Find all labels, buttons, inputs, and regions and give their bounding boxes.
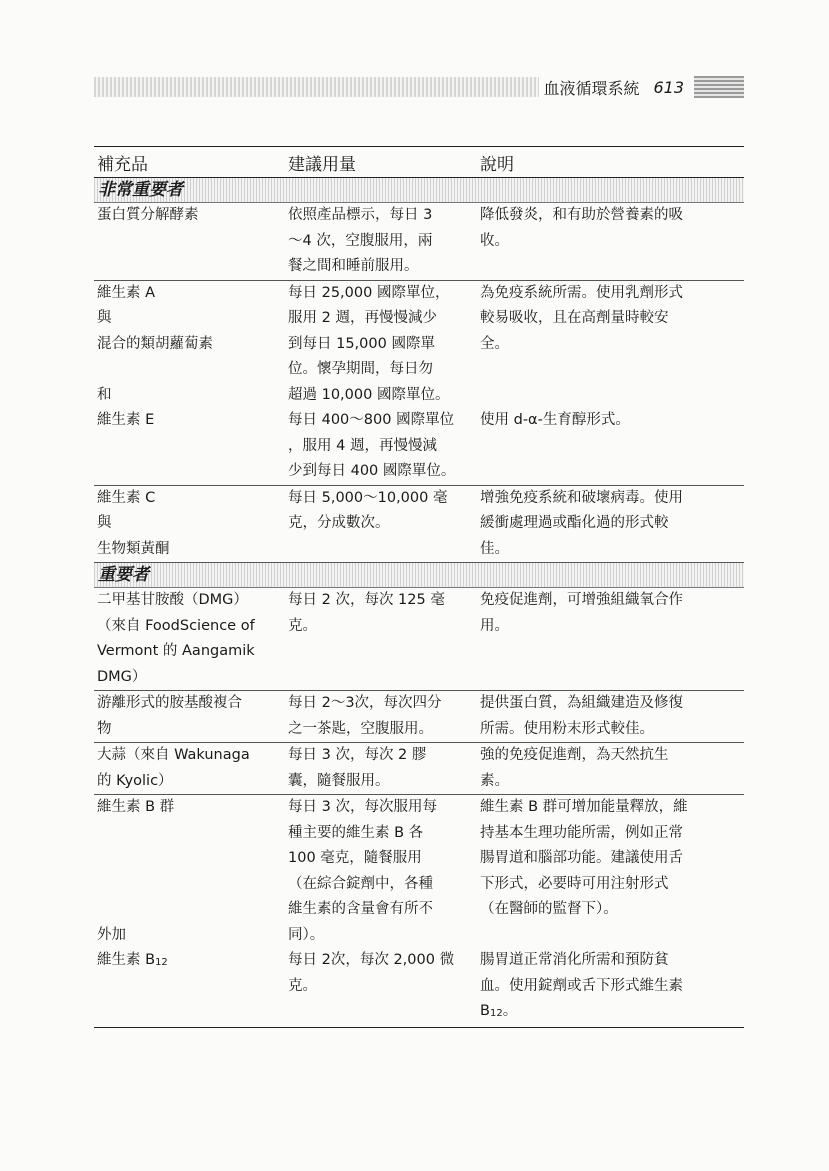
notes-cell [478,743,744,794]
table-row [94,486,744,564]
notes-cell [478,203,744,280]
table-row [94,691,744,743]
dosage-cell [286,691,478,742]
column-header-dosage: 建議用量 [288,154,356,175]
supplement-cell [94,203,286,280]
running-head-title: 血液循環系統 [543,78,640,98]
notes-line: 腸胃道正常消化所需和預防貧 [480,952,669,968]
subscript: 12 [489,1008,503,1019]
dosage-line: 克，分成數次。 [288,515,390,531]
dosage-line: ，服用 4 週，再慢慢減 [288,437,437,454]
notes-spacer [480,357,744,383]
notes-line: 提供蛋白質，為組織建造及修復 [480,695,683,711]
dosage-line: 之一茶匙，空腹服用。 [288,720,433,737]
notes-cell [478,691,744,742]
supplement-line: （來自 FoodScience of [97,617,255,634]
dosage-cell [286,588,478,690]
dosage-line: 到每日 15,000 國際單 [288,335,435,352]
dosage-line: 每日 2次，每次 2,000 微 [288,952,455,968]
dosage-line: 每日 400～800 國際單位 [288,412,455,428]
supplement-line: 的 Kyolic） [97,772,173,789]
notes-line: 持基本生理功能所需，例如正常 [480,824,683,841]
dosage-cell [286,486,478,563]
dosage-line: （在綜合錠劑中，各種 [288,875,433,892]
supplement-line: 與 [97,310,112,326]
notes-cell [478,486,744,563]
supplement-cell [94,281,286,485]
supplement-line: 維生素 B 群 [97,799,175,815]
notes-line: 強的免疫促進劑，為天然抗生 [480,747,669,763]
dosage-line: 維生素的含量會有所不 [288,901,433,917]
notes-line: 用。 [480,617,509,634]
notes-spacer [480,923,744,949]
supplement-line: 維生素 A [97,284,156,301]
dosage-line: 服用 2 週，再慢慢減少 [288,310,437,326]
notes-spacer [480,383,744,409]
supplement-line: 游離形式的胺基酸複合 [97,695,242,711]
supplement-line: 與 [97,515,112,531]
notes-cell [478,795,744,1027]
notes-line: （在醫師的監督下）。 [480,901,618,917]
supplement-cell [94,691,286,742]
dosage-cell [286,743,478,794]
dosage-line: 種主要的維生素 B 各 [288,824,424,841]
supplement-spacer [97,897,286,923]
dosage-line: 克。 [288,977,317,994]
notes-line: 血。使用錠劑或舌下形式維生素 [480,977,683,994]
dosage-line: 每日 2 次，每次 125 毫 [288,592,445,608]
table-row [94,743,744,795]
dosage-line: ～4 次，空腹服用，兩 [288,232,433,249]
dosage-line: 少到每日 400 國際單位。 [288,463,456,479]
dosage-line: 囊，隨餐服用。 [288,772,390,789]
supplement-line: DMG） [97,668,147,685]
dosage-line: 每日 25,000 國際單位， [288,284,450,301]
supplement-line: 生物類黃酮 [97,540,170,557]
notes-line: 降低發炎，和有助於營養素的吸 [480,207,683,223]
notes-line: 下形式，必要時可用注射形式 [480,875,669,892]
subscript: 12 [155,957,168,968]
notes-line: 全。 [480,335,509,352]
notes-line: 免疫促進劑，可增強組織氧合作 [480,592,683,608]
supplement-line: 和 [97,386,112,403]
supplement-cell [94,743,286,794]
supplement-line: Vermont 的 Aangamik [97,643,255,659]
dosage-line: 同）。 [288,926,325,943]
dosage-line: 每日 5,000～10,000 毫 [288,489,448,506]
table-header-row [94,147,744,178]
supplement-table [94,146,744,1028]
notes-line: $B_{12}$。 [480,1003,518,1019]
table-row [94,588,744,691]
supplement-line: 外加 [97,926,126,943]
supplement-line: 蛋白質分解酵素 [97,207,199,223]
header-block-decoration [694,76,744,98]
dosage-cell [286,281,478,485]
table-row [94,281,744,486]
table-row [94,795,744,1027]
dosage-line: 每日 3 次，每次服用每 [288,799,437,815]
dosage-line: 超過 10,000 國際單位。 [288,386,450,403]
notes-line: 使用 d-α-生育醇形式。 [480,412,630,428]
notes-cell [478,281,744,485]
dosage-line: 每日 3 次，每次 2 膠 [288,747,427,763]
notes-line: 增強免疫系統和破壞病毒。使用 [480,489,683,506]
notes-line: 所需。使用粉末形式較佳。 [480,720,654,737]
supplement-cell [94,486,286,563]
dosage-cell [286,203,478,280]
header-decoration [94,77,539,97]
section-heading: 重要者 [94,563,744,588]
supplement-spacer [97,872,286,898]
supplement-line: 大蒜（來自 Wakunaga [97,747,250,763]
dosage-line: 每日 2～3次，每次四分 [288,695,442,711]
dosage-line: 100 毫克，隨餐服用 [288,850,422,866]
supplement-line: 物 [97,720,112,737]
supplement-line: 混合的類胡蘿蔔素 [97,335,213,352]
section-heading: 非常重要者 [94,178,744,203]
table-row [94,203,744,281]
notes-line: 維生素 B 群可增加能量釋放，維 [480,799,688,815]
notes-line: 較易吸收，且在高劑量時較安 [480,310,669,326]
notes-line: 素。 [480,772,509,789]
supplement-spacer [97,821,286,847]
supplement-line: 維生素 E [97,412,155,428]
dosage-line: 餐之間和睡前服用。 [288,258,419,274]
dosage-line: 位。懷孕期間，每日勿 [288,361,433,377]
dosage-line: 克。 [288,617,317,634]
notes-line: 腸胃道和腦部功能。建議使用舌 [480,850,683,866]
notes-line: 收。 [480,232,509,249]
table-body [94,178,744,1027]
notes-cell [478,588,744,690]
supplement-cell [94,588,286,690]
column-header-notes: 說明 [480,154,514,175]
column-header-supplement: 補充品 [97,154,148,175]
supplement-spacer [97,846,286,872]
notes-line: 為免疫系統所需。使用乳劑形式 [480,284,683,301]
notes-line: 佳。 [480,540,509,557]
page-number: 613 [653,77,684,97]
supplement-line: 維生素 $B_{12}$ [97,952,168,968]
supplement-line: 二甲基甘胺酸（DMG） [97,592,248,608]
running-header [94,70,744,104]
supplement-spacer [97,357,286,383]
supplement-line: 維生素 C [97,489,156,506]
dosage-line: 依照產品標示，每日 3 [288,207,433,223]
dosage-cell [286,795,478,1027]
notes-line: 緩衝處理過或酯化過的形式較 [480,515,669,531]
supplement-cell [94,795,286,1027]
